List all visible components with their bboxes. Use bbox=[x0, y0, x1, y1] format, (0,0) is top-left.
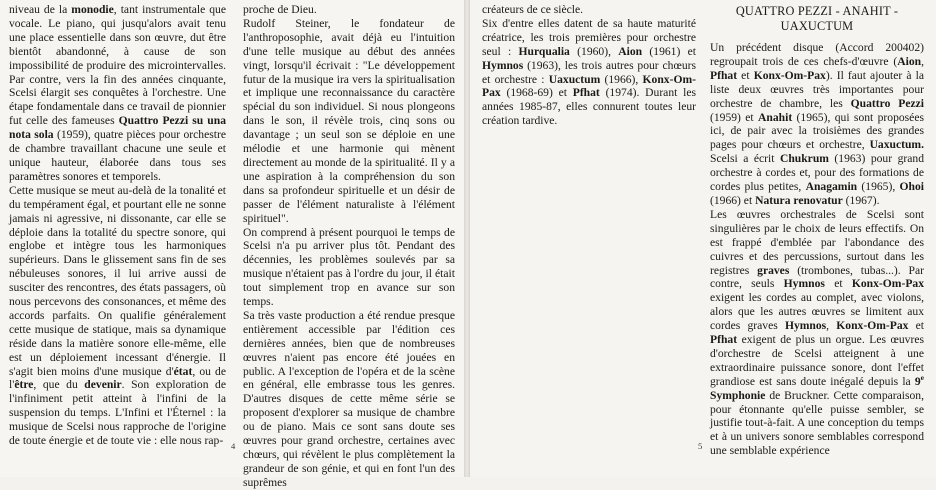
work-title: être bbox=[14, 378, 34, 392]
page-gutter bbox=[464, 0, 470, 477]
work-title: Pfhat bbox=[710, 68, 738, 82]
paragraph: Un précédent disque (Accord 200402) regroupait trois de ces chefs-d'œuvre (Aion, Pfhat et Konx-Om-Pax). Il faut ajouter à la liste deux œuvres très importantes pour orchestre de chambre, les Quattro Pezzi (1959) et Anahit (1965), qui sont proposées ici, de pair avec la troisièmes des grandes pages pour chœurs et orchestre, Uaxuctum. Scelsi a écrit Chukrum (1963) pour grand orchestre à cordes et, pour des formations de cordes plus petites, Anagamin (1965), Ohoi (1966) et Natura renovatur (1967). bbox=[710, 41, 925, 207]
work-title: Quattro Pezzi bbox=[850, 96, 924, 110]
work-title: Konx-Om-Pax bbox=[836, 319, 909, 333]
column-3 bbox=[482, 3, 696, 128]
paragraph: Sa très vaste production a été rendue presque entièrement accessible par l'édition ces dernières années, bien que de nombreuses œuvres n'aient pas encore été jouées en public. A l'exception de l'opéra et de la scène en général, elle embrasse tous les genres. D'autres disques de cette même série se proposent d'explorer sa musique de chambre ou de piano. Mais ce sont sans doute ses œuvres pour grand orchestre, certaines avec chœurs, qui révèlent le plus complètement la grandeur de son génie, et qui en font l'un des suprêmes bbox=[243, 308, 455, 489]
work-title: Pfhat bbox=[710, 333, 738, 347]
work-title: Chukrum bbox=[779, 152, 829, 166]
work-title: monodie bbox=[71, 3, 114, 16]
page-number-right: 5 bbox=[698, 441, 703, 451]
work-title: Hymnos bbox=[784, 319, 827, 333]
work-title: Anahit bbox=[758, 110, 793, 124]
work-title: Anagamin bbox=[805, 180, 858, 194]
work-title: Uaxuctum. bbox=[869, 138, 924, 152]
work-title: Hymnos bbox=[783, 277, 825, 291]
column-2 bbox=[243, 3, 455, 490]
work-title: Hymnos bbox=[482, 58, 524, 72]
work-title: 9e Symphonie bbox=[710, 372, 924, 402]
paragraph: Les œuvres orchestrales de Scelsi sont singulières par le choix de leurs effectifs. On est frappé d'emblée par l'abondance des cuivres et des percussions, surtout dans les registres graves (trombones, tubas...). Par contre, seuls Hymnos et Konx-Om-Pax exigent les cordes au complet, avec violons, alors que les autres œuvres se limitent aux cordes graves Hymnos, Konx-Om-Pax et Pfhat exigent de plus un orgue. Les œuvres d'orchestre de Scelsi atteignent à une extraordinaire puissance sonore, dont l'effet grandiose est sans doute inégalé depuis la 9e Symphonie de Bruckner. Cette comparaison, pour étonnante qu'elle puisse sembler, se justifie tout-à-fait. A une conception du temps et à un univers sonore semblables correspond une semblable expérience bbox=[710, 207, 924, 458]
paragraph: proche de Dieu. bbox=[243, 3, 317, 16]
work-title: Konx-Om-Pax bbox=[753, 68, 826, 82]
work-title: Konx-Om-Pax bbox=[482, 72, 696, 100]
work-title: Aion bbox=[618, 44, 643, 58]
paragraph: Rudolf Steiner, le fondateur de l'anthroposophie, avait déjà eu l'intuition d'une telle musique au début des années vingt, lorsqu'il écrivait : "Le développement futur de la musique ira vers la spiritualisation et implique une reconnaissance du caractère spécial du son individuel. Si nous plongeons dans le son, il révèle trois, cinq sons ou davantage ; un seul son se déploie en une mélodie et une harmonie qui mènent directement au monde de la spiritualité. Il y a une aspiration à la compréhension du son dans sa profondeur spirituelle et un désir de passer de l'élément naturaliste à l'élément spirituel". bbox=[243, 16, 455, 225]
work-title: Pfhat bbox=[572, 86, 600, 100]
heading-line-1: QUATTRO PEZZI - ANAHIT - bbox=[735, 4, 899, 18]
work-title: Quattro Pezzi su una nota sola bbox=[9, 114, 226, 142]
paragraph: créateurs de ce siècle. bbox=[482, 3, 584, 16]
column-4 bbox=[710, 3, 924, 458]
paragraph: niveau de la monodie, tant instrumentale que vocale. Le piano, qui jusqu'alors avait tenu une place essentielle dans son œuvre, dut être bientôt abandonné, à cause de son impossibilité de produire des microintervalles. Par contre, vers la fin des années cinquante, Scelsi élargit ses conquêtes à l'orchestre. Une étape fondamentale dans ce travail de pionnier fut celle des fameuses Quattro Pezzi su una nota sola (1959), quatre pièces pour orchestre de chambre travaillant chacune une seule et unique hauteur, élaborée dans tous ses paramètres sonores et temporels. bbox=[9, 3, 226, 183]
page-number-left: 4 bbox=[231, 441, 236, 451]
work-title: Uaxuctum bbox=[548, 72, 601, 86]
heading-line-2: UAXUCTUM bbox=[780, 19, 854, 33]
paragraph: Six d'entre elles datent de sa haute maturité créatrice, les trois premières pour orchestre seul : Hurqualia (1960), Aion (1961) et Hymnos (1963), les trois autres pour chœurs et orchestre : Uaxuctum (1966), Konx-Om-Pax (1968-69) et Pfhat (1974). Durant les années 1985-87, elles connurent toutes leur création tardive. bbox=[482, 16, 697, 128]
work-title: Aion bbox=[897, 54, 922, 68]
work-title: Ohoi bbox=[899, 180, 924, 194]
paragraph: Cette musique se meut au-delà de la tonalité et du tempérament égal, et pourtant elle ne sonne jamais ni agressive, ni dissonante, car elle se déploie dans la totalité du spectre sonore, qui englobe et intègre tous les harmoniques supérieurs. Dans le glissement sans fin de ses nébuleuses sonores, il lui arrive aussi de susciter des rencontres, des états passagers, où nous percevons des consonances, et même des accords parfaits. On qualifie généralement cette musique de statique, mais sa dynamique réside dans la matière sonore elle-même, elle est un déploiement incessant d'énergie. Il s'agit bien moins d'une musique d'état, ou de l'être, que du devenir. Son exploration de l'infiniment petit atteint à l'infini de la suspension du temps. L'Infini et l'Éternel : la musique de Scelsi nous rapproche de l'origine de toute énergie et de toute vie : elle nous rap- bbox=[9, 183, 226, 448]
column-1 bbox=[9, 3, 226, 448]
work-title: Natura renovatur bbox=[755, 193, 843, 207]
work-title: Konx-Om-Pax bbox=[851, 277, 924, 291]
work-title: état bbox=[173, 364, 193, 378]
work-title: devenir bbox=[84, 378, 122, 392]
work-title: graves bbox=[757, 263, 790, 277]
paragraph: On comprend à présent pourquoi le temps de Scelsi n'a pu arriver plus tôt. Pendant des décennies, les problèmes soulevés par sa musique n'étaient pas à l'ordre du jour, il était tout simplement trop en avance sur son temps. bbox=[243, 225, 455, 309]
work-title: Hurqualia bbox=[518, 44, 570, 58]
